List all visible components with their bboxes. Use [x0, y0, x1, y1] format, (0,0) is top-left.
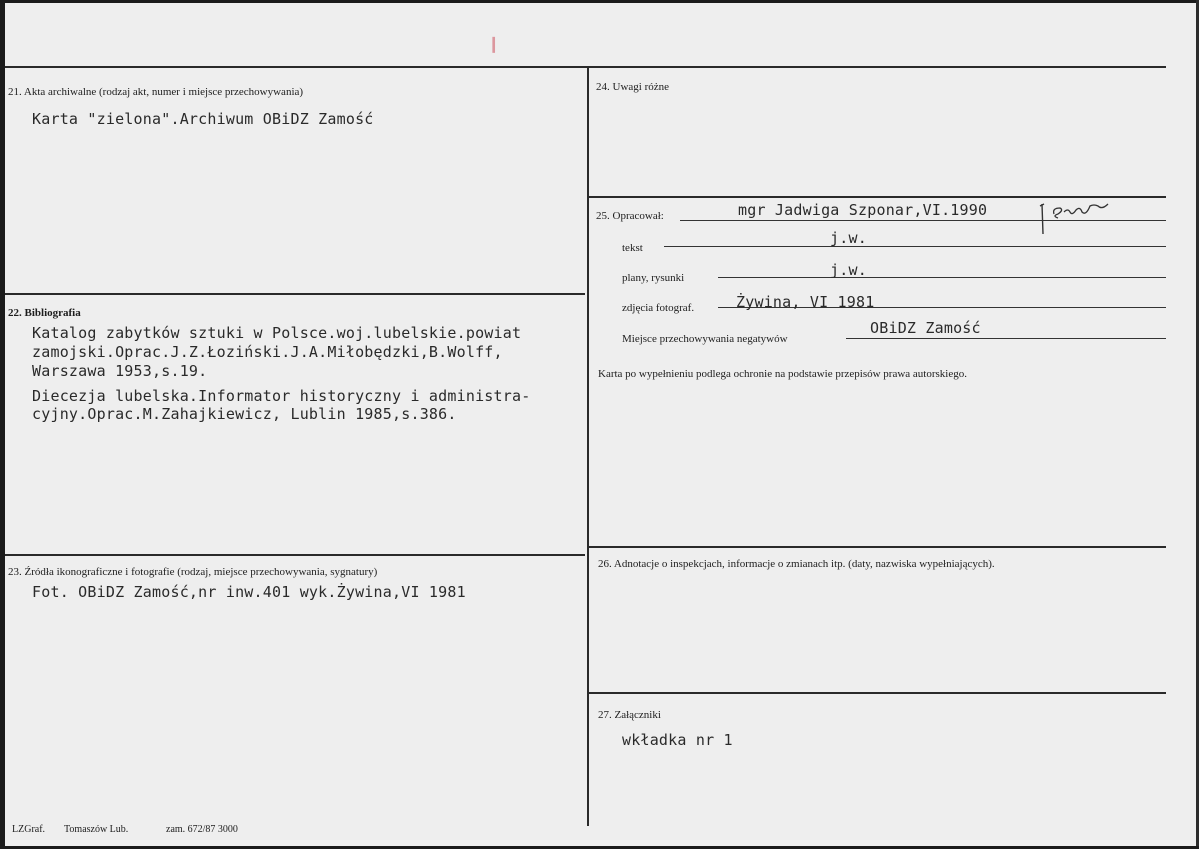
negatives-label: Miejsce przechowywania negatywów [622, 333, 788, 345]
footer-printer: LZGraf. [12, 824, 46, 835]
footer-city: Tomaszów Lub. [64, 824, 129, 835]
section22-label: 22. Bibliografia [8, 307, 81, 319]
frame-top-edge [0, 0, 1199, 3]
bibliography-line: zamojski.Oprac.J.Z.Łoziński.J.A.Miłobędzki,B.Wolff, [32, 343, 503, 361]
section21-label: 21. Akta archiwalne (rodzaj akt, numer i miejsce przechowywania) [8, 86, 304, 98]
section23-value: Fot. OBiDZ Zamość,nr inw.401 wyk.Żywina,VI 1981 [32, 583, 466, 601]
text-label: tekst [622, 242, 643, 254]
negatives-value: OBiDZ Zamość [870, 319, 981, 337]
signature-icon [1030, 196, 1120, 236]
section24-label: 24. Uwagi różne [596, 81, 670, 93]
bibliography-line: cyjny.Oprac.M.Zahajkiewicz, Lublin 1985,s.386. [32, 405, 457, 423]
bibliography-line: Warszawa 1953,s.19. [32, 362, 208, 380]
divider-22-23 [5, 554, 585, 556]
section25-label: 25. Opracował: [596, 210, 664, 222]
text-value: j.w. [830, 229, 867, 247]
divider-26-27 [589, 692, 1166, 694]
plans-value: j.w. [830, 261, 867, 279]
divider-21-22 [5, 293, 585, 295]
section21-value: Karta "zielona".Archiwum OBiDZ Zamość [32, 110, 374, 128]
bibliography-line: Diecezja lubelska.Informator historyczny i administra- [32, 387, 531, 405]
photos-value: Żywina, VI 1981 [736, 293, 875, 311]
section27-label: 27. Załączniki [598, 709, 661, 721]
photos-label: zdjęcia fotograf. [622, 302, 695, 314]
section26-label: 26. Adnotacje o inspekcjach, informacje o zmianach itp. (daty, nazwiska wypełniających). [598, 558, 995, 570]
negatives-underline [846, 338, 1166, 339]
bibliography-line: Katalog zabytków sztuki w Polsce.woj.lubelskie.powiat [32, 324, 522, 342]
section23-label: 23. Źródła ikonograficzne i fotografie (rodzaj, miejsce przechowywania, sygnatury) [8, 566, 378, 578]
author-value: mgr Jadwiga Szponar,VI.1990 [738, 201, 988, 219]
center-divider [587, 66, 589, 826]
copyright-note: Karta po wypełnieniu podlega ochronie na podstawie przepisów prawa autorskiego. [598, 368, 967, 380]
top-rule [5, 66, 1166, 68]
red-ink-mark: ❙ [487, 36, 501, 53]
plans-label: plany, rysunki [622, 272, 685, 284]
plans-underline [718, 277, 1166, 278]
text-underline [664, 246, 1166, 247]
footer-order: zam. 672/87 3000 [166, 824, 238, 835]
section27-value: wkładka nr 1 [622, 731, 733, 749]
divider-25-26 [589, 546, 1166, 548]
frame-left-edge [0, 0, 5, 849]
